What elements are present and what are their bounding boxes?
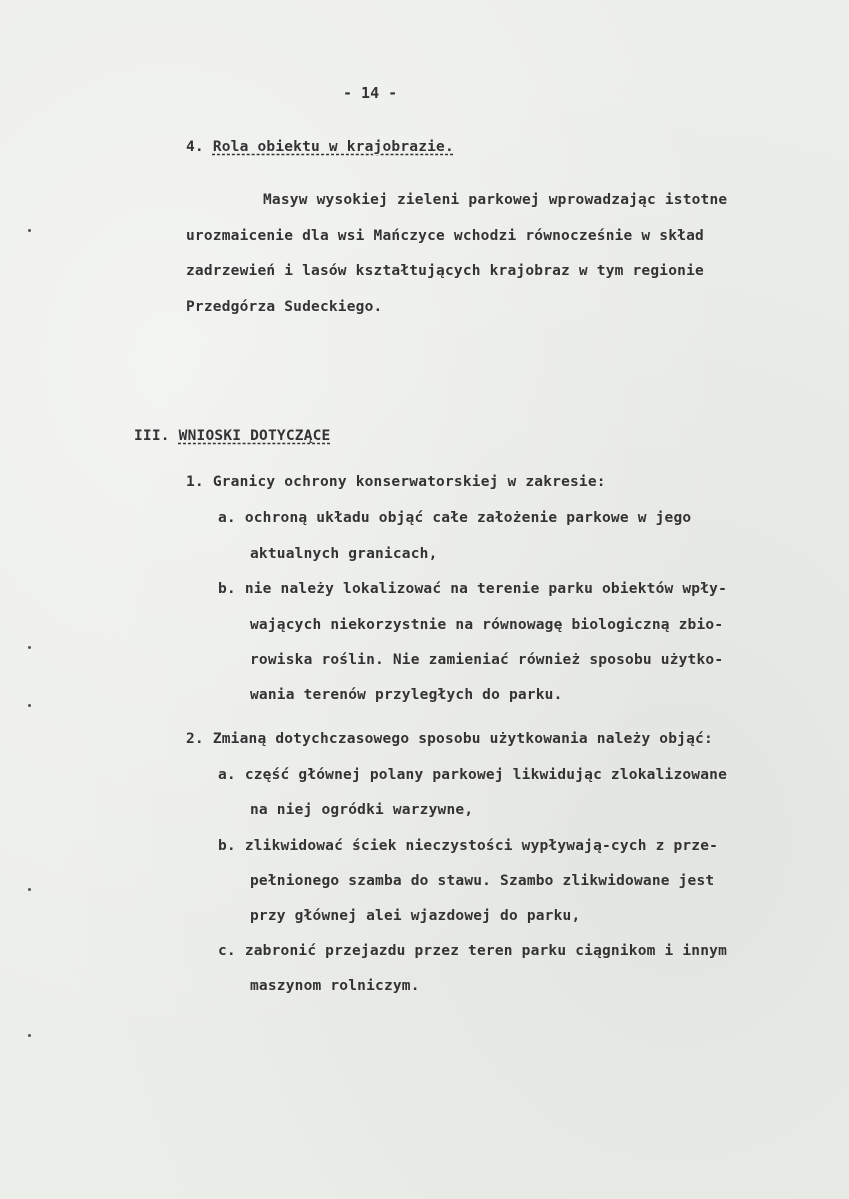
section-4-title: Rola obiektu w krajobrazie. bbox=[212, 139, 454, 155]
item-letter: b. bbox=[218, 838, 236, 854]
point-2-title: Zmianą dotychczasowego sposobu użytkowania należy objąć: bbox=[212, 731, 713, 747]
item-letter: b. bbox=[218, 581, 236, 597]
margin-speck bbox=[28, 646, 31, 649]
item-line: wających niekorzystnie na równowagę biologiczną zbio- bbox=[250, 617, 724, 633]
section-4-heading bbox=[186, 138, 454, 156]
item-line: nie należy lokalizować na terenie parku obiektów wpły- bbox=[244, 581, 728, 597]
item-line: pełnionego szamba do stawu. Szambo zlikwidowane jest bbox=[250, 873, 715, 889]
margin-speck bbox=[28, 704, 31, 707]
point-2-item-a bbox=[218, 766, 727, 784]
section-III-number: III. bbox=[134, 428, 170, 444]
item-line: na niej ogródki warzywne, bbox=[250, 802, 474, 818]
item-line: zlikwidować ściek nieczystości wypływają-cych z prze- bbox=[244, 838, 719, 854]
section-4-line: urozmaicenie dla wsi Mańczyce wchodzi równocześnie w skład bbox=[186, 228, 704, 244]
point-1-item-a bbox=[218, 509, 691, 527]
point-2-number: 2. bbox=[186, 731, 204, 747]
section-4-line: Masyw wysokiej zieleni parkowej wprowadzając istotne bbox=[263, 192, 728, 208]
point-2-heading bbox=[186, 730, 713, 748]
item-line: ochroną układu objąć całe założenie parkowe w jego bbox=[244, 510, 692, 526]
item-letter: a. bbox=[218, 767, 236, 783]
item-letter: c. bbox=[218, 943, 236, 959]
item-line: maszynom rolniczym. bbox=[250, 978, 420, 994]
margin-speck bbox=[28, 1034, 31, 1037]
item-line: aktualnych granicach, bbox=[250, 546, 438, 562]
point-1-item-b bbox=[218, 580, 727, 598]
point-2-item-b bbox=[218, 837, 718, 855]
point-1-number: 1. bbox=[186, 474, 204, 490]
item-line: część głównej polany parkowej likwidując zlokalizowane bbox=[244, 767, 728, 783]
item-line: przy głównej alei wjazdowej do parku, bbox=[250, 908, 581, 924]
section-III-heading bbox=[134, 427, 330, 445]
section-III-title: WNIOSKI DOTYCZĄCE bbox=[178, 428, 331, 444]
margin-speck bbox=[28, 888, 31, 891]
margin-speck bbox=[28, 229, 31, 232]
item-line: zabronić przejazdu przez teren parku ciągnikom i innym bbox=[244, 943, 728, 959]
section-4-line: zadrzewień i lasów kształtujących krajobraz w tym regionie bbox=[186, 263, 704, 279]
item-letter: a. bbox=[218, 510, 236, 526]
point-1-title: Granicy ochrony konserwatorskiej w zakresie: bbox=[212, 474, 606, 490]
section-4-number: 4. bbox=[186, 139, 204, 155]
item-line: wania terenów przyległych do parku. bbox=[250, 687, 563, 703]
point-1-heading bbox=[186, 473, 606, 491]
page-number: - 14 - bbox=[343, 84, 398, 102]
item-line: rowiska roślin. Nie zamieniać również sposobu użytko- bbox=[250, 652, 724, 668]
section-4-line: Przedgórza Sudeckiego. bbox=[186, 299, 383, 315]
point-2-item-c bbox=[218, 942, 727, 960]
